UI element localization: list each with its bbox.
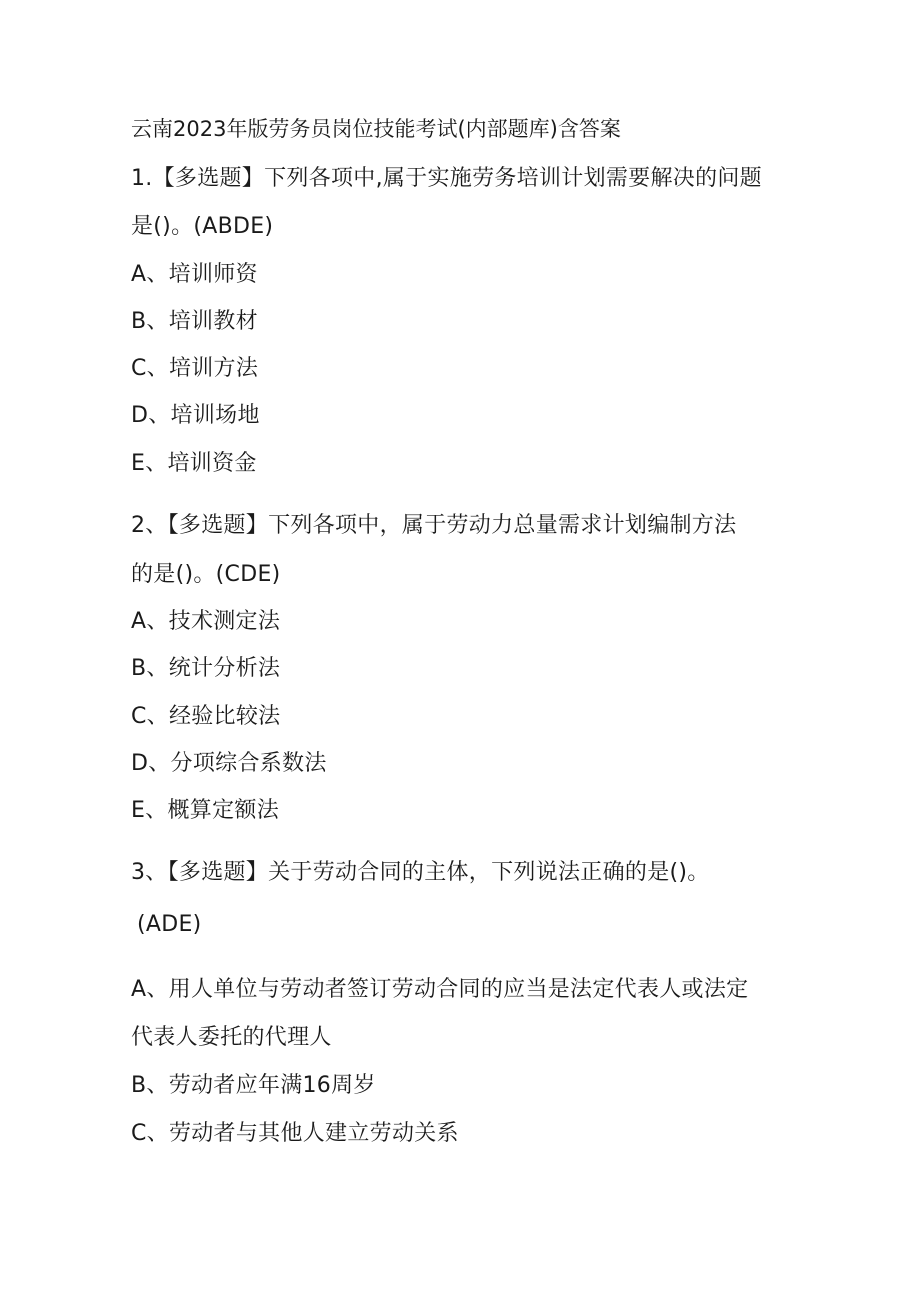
document-title: 云南2023年版劳务员岗位技能考试(内部题库)含答案 [131, 117, 621, 141]
question-2-option-c: C、经验比较法 [131, 704, 281, 729]
question-1-option-d: D、培训场地 [131, 403, 260, 428]
question-2-stem-continued: 的是()。(CDE) [131, 562, 281, 587]
question-2-option-d: D、分项综合系数法 [131, 751, 327, 776]
question-3-stem-continued: (ADE) [137, 912, 202, 937]
question-1-option-e: E、培训资金 [131, 451, 257, 476]
question-3-option-a-continued: 代表人委托的代理人 [131, 1025, 332, 1050]
question-1-option-c: C、培训方法 [131, 356, 259, 381]
question-3-option-a: A、用人单位与劳动者签订劳动合同的应当是法定代表人或法定 [131, 977, 749, 1002]
question-1-stem-continued: 是()。(ABDE) [131, 214, 274, 239]
question-1-stem: 1.【多选题】下列各项中,属于实施劳务培训计划需要解决的问题 [131, 166, 762, 191]
question-1-option-b: B、培训教材 [131, 309, 258, 334]
question-2-option-e: E、概算定额法 [131, 798, 280, 823]
question-3-option-c: C、劳动者与其他人建立劳动关系 [131, 1121, 459, 1146]
question-2-stem: 2、【多选题】下列各项中，属于劳动力总量需求计划编制方法 [131, 513, 737, 538]
question-3-stem: 3、【多选题】关于劳动合同的主体，下列说法正确的是()。 [131, 860, 710, 885]
question-1-option-a: A、培训师资 [131, 262, 258, 287]
question-3-option-b: B、劳动者应年满16周岁 [131, 1073, 376, 1098]
question-2-option-a: A、技术测定法 [131, 609, 281, 634]
question-2-option-b: B、统计分析法 [131, 656, 281, 681]
